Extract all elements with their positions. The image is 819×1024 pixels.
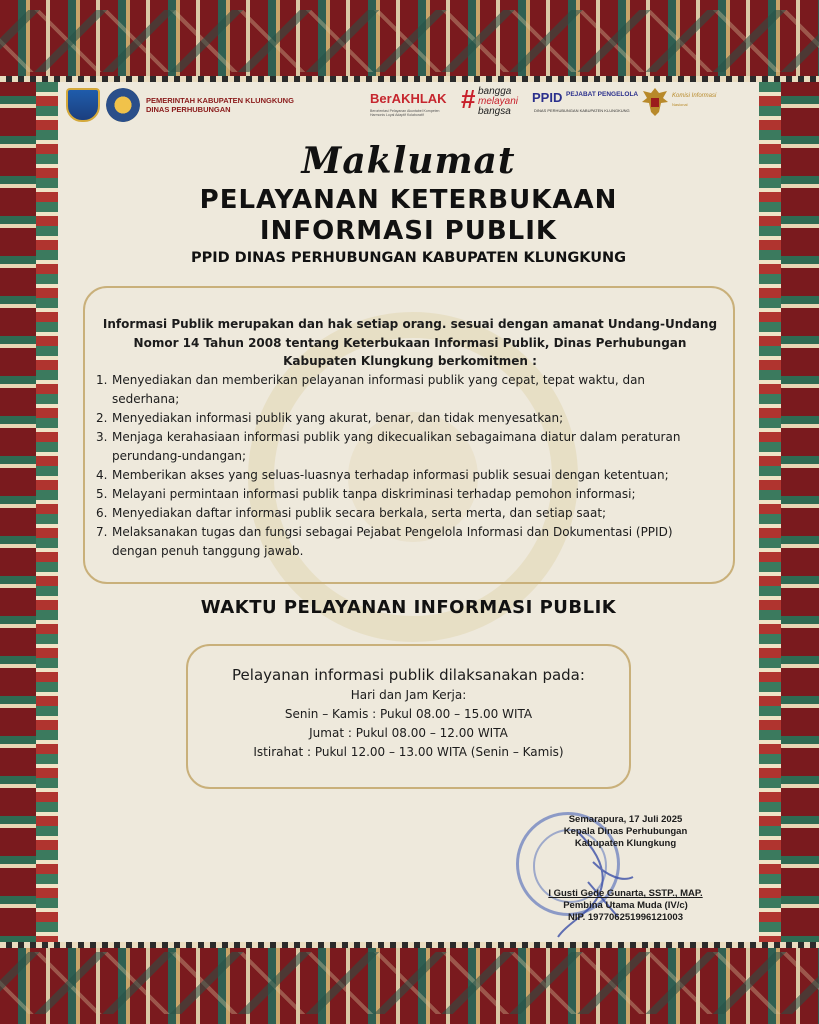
komisi-informasi-logo: Komisi Informasi xyxy=(672,93,717,99)
org-name xyxy=(146,96,294,114)
signature-date: Semarapura, 17 Juli 2025 xyxy=(568,814,683,825)
signature-position-2: Kabupaten Klungkung xyxy=(574,838,677,849)
hours-lead: Pelayanan informasi publik dilaksanakan pada: xyxy=(232,666,585,684)
bangga-word-2: melayani xyxy=(478,96,519,107)
service-hours xyxy=(186,664,631,762)
main-title xyxy=(58,185,759,247)
signatory-rank: Pembina Utama Muda (IV/c) xyxy=(563,900,688,911)
bangga-word-3: bangsa xyxy=(478,106,511,117)
decorative-border-top xyxy=(0,0,819,82)
service-time-heading: WAKTU PELAYANAN INFORMASI PUBLIK xyxy=(200,597,617,618)
list-number: 5. xyxy=(96,487,108,501)
ppid-unit: DINAS PERHUBUNGAN KABUPATEN KLUNGKUNG xyxy=(534,108,630,113)
list-number: 6. xyxy=(96,506,108,520)
decorative-border-right xyxy=(759,82,819,942)
list-number: 7. xyxy=(96,525,108,539)
list-item xyxy=(96,428,736,466)
commitment-intro xyxy=(90,315,730,371)
sub-title: PPID DINAS PERHUBUNGAN KABUPATEN KLUNGKUNG xyxy=(190,250,627,266)
signature-position: Kepala Dinas Perhubungan xyxy=(563,826,688,837)
list-number: 2. xyxy=(96,411,108,425)
bangga-melayani-logo xyxy=(478,87,518,117)
ppid-logo: PPID xyxy=(532,90,563,105)
list-text: Melayani permintaan informasi publik tanpa diskriminasi terhadap pemohon informasi; xyxy=(112,487,636,501)
hours-row: Hari dan Jam Kerja: xyxy=(350,688,467,702)
signature-footer xyxy=(513,888,738,924)
decorative-border-left xyxy=(0,82,58,942)
list-text: Melaksanakan tugas dan fungsi sebagai Pejabat Pengelola Informasi dan Dokumentasi (PPID) xyxy=(112,525,673,539)
list-text-cont: dengan penuh tanggung jawab. xyxy=(112,544,304,558)
berakhlak-logo: BerAKHLAK xyxy=(370,91,447,106)
list-item xyxy=(96,504,736,523)
intro-line-2: Nomor 14 Tahun 2008 tentang Keterbukaan Informasi Publik, Dinas Perhubungan xyxy=(133,335,687,350)
garuda-emblem-icon xyxy=(640,86,670,118)
org-line-1: PEMERINTAH KABUPATEN KLUNGKUNG xyxy=(146,96,294,105)
list-text: Menyediakan daftar informasi publik secara berkala, serta merta, dan setiap saat; xyxy=(112,506,607,520)
list-item xyxy=(96,409,736,428)
signatory-name: I Gusti Gede Gunarta, SSTP., MAP. xyxy=(548,888,703,899)
list-text: Memberikan akses yang seluas-luasnya terhadap informasi publik sesuai dengan ketentuan; xyxy=(112,468,669,482)
dishub-logo-icon xyxy=(106,88,140,122)
hours-row: Senin – Kamis : Pukul 08.00 – 15.00 WITA xyxy=(284,707,533,721)
commitment-list xyxy=(96,371,736,561)
org-line-2: DINAS PERHUBUNGAN xyxy=(146,105,231,114)
list-item xyxy=(96,485,736,504)
bangga-word-1: bangga xyxy=(478,86,512,97)
header-logos xyxy=(58,82,759,132)
ppid-subtitle: PEJABAT PENGELOLA xyxy=(566,91,639,98)
signatory-nip: NIP. 197706251996121003 xyxy=(568,912,683,923)
list-number: 3. xyxy=(96,430,108,444)
list-item xyxy=(96,371,736,409)
hours-row: Jumat : Pukul 08.00 – 12.00 WITA xyxy=(309,726,508,740)
list-text-cont: sederhana; xyxy=(112,392,180,406)
hashtag-icon: # xyxy=(461,84,476,114)
main-title-line-2: INFORMASI PUBLIK xyxy=(259,216,558,246)
list-number: 1. xyxy=(96,373,108,387)
berakhlak-tagline: Berorientasi Pelayanan Akuntabel Kompeten Harmonis Loyal Adaptif Kolaboratif xyxy=(370,109,440,117)
list-text: Menyediakan informasi publik yang akurat, benar, dan tidak menyesatkan; xyxy=(112,411,564,425)
list-number: 4. xyxy=(96,468,108,482)
main-title-line-1: PELAYANAN KETERBUKAAN xyxy=(199,185,618,215)
klungkung-emblem-icon xyxy=(66,88,100,122)
decorative-border-bottom xyxy=(0,942,819,1024)
border-stripe xyxy=(0,942,819,948)
list-item xyxy=(96,466,736,485)
list-item xyxy=(96,523,736,561)
list-text: Menjaga kerahasiaan informasi publik yang dikecualikan sebagaimana diatur dalam peraturan xyxy=(112,430,681,444)
list-text-cont: perundang-undangan; xyxy=(112,449,247,463)
hours-row: Istirahat : Pukul 12.00 – 13.00 WITA (Senin – Kamis) xyxy=(253,745,564,759)
document-paper xyxy=(58,82,759,942)
maklumat-title: Maklumat xyxy=(301,140,516,182)
intro-line-1: Informasi Publik merupakan dan hak setiap orang. sesuai dengan amanat Undang-Undang xyxy=(102,317,718,331)
intro-line-3: Kabupaten Klungkung berkomitmen : xyxy=(283,354,537,368)
list-text: Menyediakan dan memberikan pelayanan informasi publik yang cepat, tepat waktu, dan xyxy=(112,373,646,387)
signature-header xyxy=(513,814,738,850)
komisi-informasi-sub: Nasional xyxy=(672,102,688,107)
